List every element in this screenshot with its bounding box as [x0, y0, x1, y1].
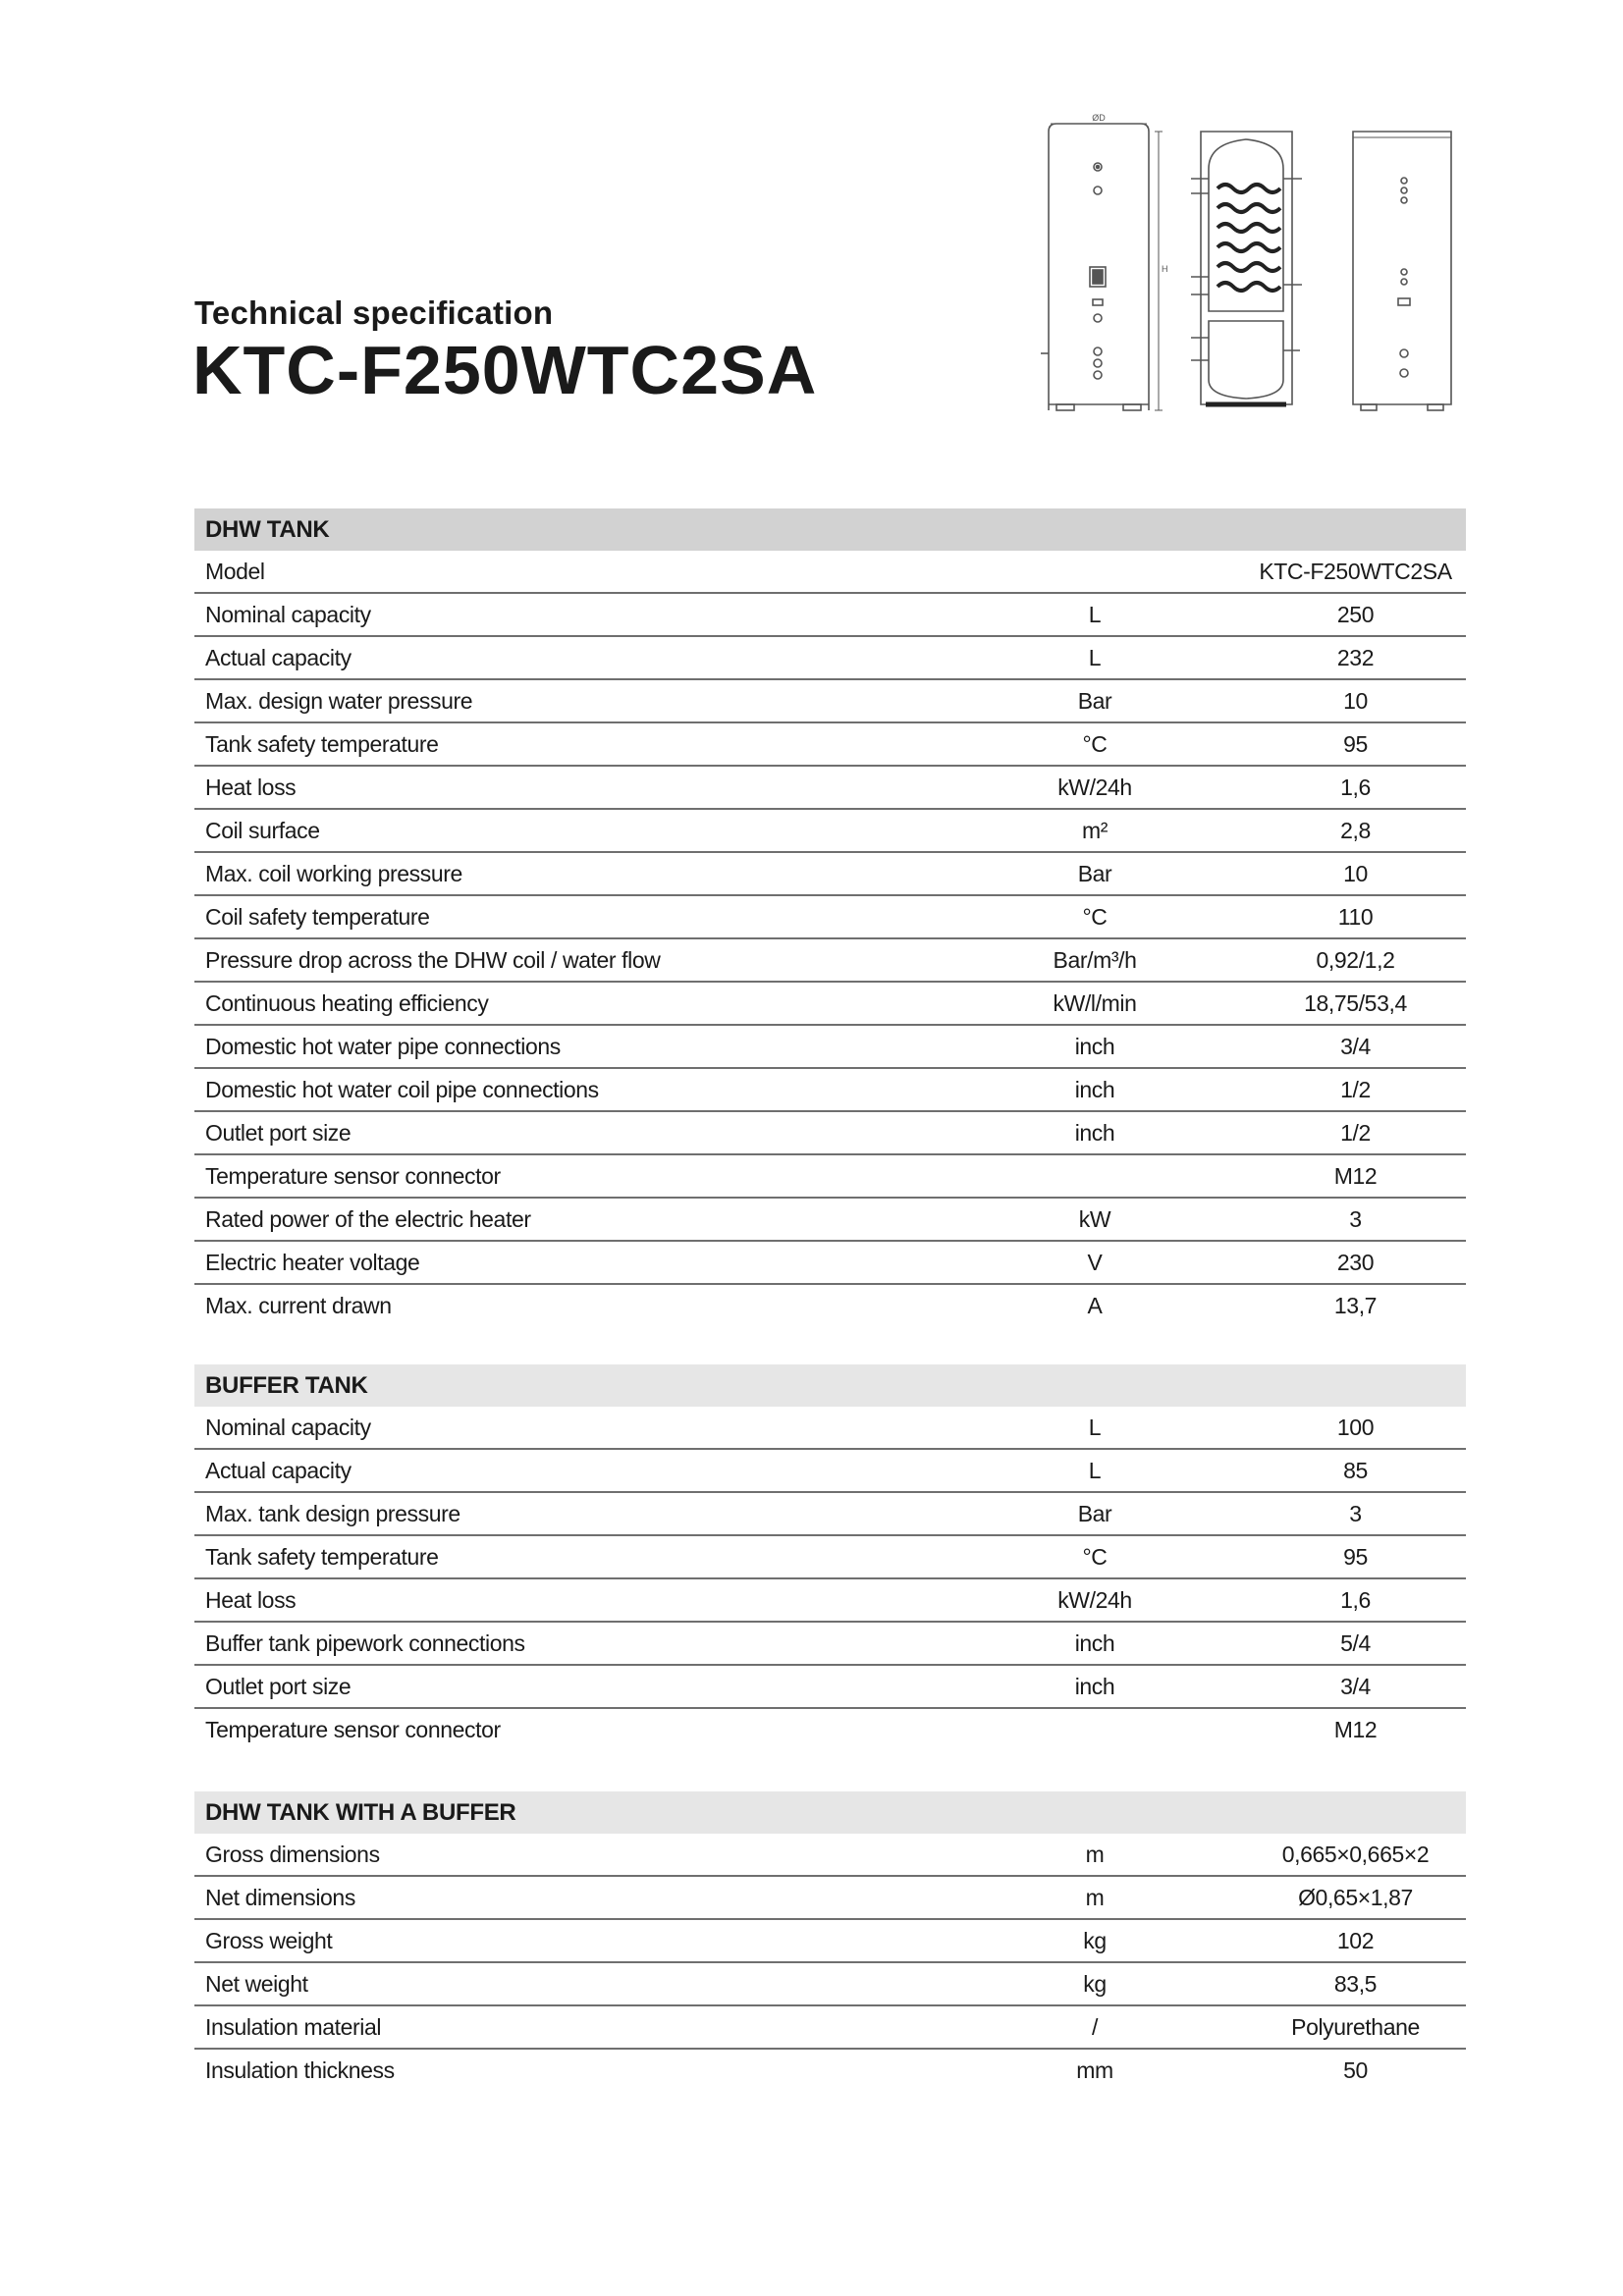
spec-label: Insulation material	[205, 2013, 382, 2040]
spec-row	[194, 983, 1466, 1026]
spec-row	[194, 1579, 1466, 1623]
spec-value: Ø0,65×1,87	[1298, 1884, 1413, 1910]
spec-value: M12	[1333, 1716, 1378, 1742]
spec-label: Temperature sensor connector	[205, 1162, 501, 1189]
spec-unit: kg	[1083, 1970, 1107, 1997]
spec-row	[194, 1155, 1466, 1199]
front-view-drawing	[1041, 124, 1163, 410]
spec-row	[194, 1493, 1466, 1536]
spec-value: 3	[1349, 1205, 1362, 1232]
spec-label: Electric heater voltage	[205, 1249, 420, 1275]
spec-row	[194, 2050, 1466, 2091]
spec-row	[194, 896, 1466, 939]
spec-value: 102	[1336, 1927, 1375, 1953]
spec-row	[194, 767, 1466, 810]
spec-label: Actual capacity	[205, 1457, 352, 1483]
spec-rows	[194, 551, 1466, 1326]
spec-label: Coil surface	[205, 817, 320, 843]
spec-label: Nominal capacity	[205, 1414, 371, 1440]
spec-label: Outlet port size	[205, 1119, 352, 1146]
spec-unit: kW/24h	[1057, 1586, 1132, 1613]
model-title: KTC-F250WTC2SA	[192, 332, 818, 408]
spec-value: 2,8	[1340, 817, 1371, 843]
document-subtitle: Technical specification	[194, 294, 554, 331]
spec-row	[194, 1963, 1466, 2006]
spec-unit: /	[1092, 2013, 1098, 2040]
spec-row	[194, 1920, 1466, 1963]
spec-label: Model	[205, 558, 265, 584]
diameter-label: ØD	[1092, 113, 1106, 123]
spec-row	[194, 2006, 1466, 2050]
spec-unit: kW/24h	[1057, 774, 1132, 800]
spec-value: 0,92/1,2	[1316, 946, 1395, 973]
spec-unit: Bar	[1077, 687, 1112, 714]
spec-row	[194, 1285, 1466, 1326]
spec-row	[194, 1069, 1466, 1112]
spec-label: Net weight	[205, 1970, 308, 1997]
spec-label: Rated power of the electric heater	[205, 1205, 531, 1232]
section-title: DHW TANK	[194, 508, 1466, 551]
spec-unit: L	[1088, 1414, 1102, 1440]
spec-value: 3	[1349, 1500, 1362, 1526]
spec-value: 1/2	[1340, 1119, 1371, 1146]
spec-label: Coil safety temperature	[205, 903, 430, 930]
spec-unit: L	[1088, 644, 1102, 670]
spec-unit: V	[1087, 1249, 1103, 1275]
spec-label: Max. design water pressure	[205, 687, 473, 714]
spec-rows	[194, 1834, 1466, 2091]
cutaway-view-drawing	[1191, 132, 1302, 404]
spec-value: 1,6	[1340, 774, 1371, 800]
spec-value: 110	[1337, 903, 1374, 930]
spec-label: Buffer tank pipework connections	[205, 1629, 525, 1656]
spec-row	[194, 1199, 1466, 1242]
section-title: BUFFER TANK	[194, 1364, 1466, 1407]
spec-row	[194, 1450, 1466, 1493]
spec-unit: A	[1087, 1292, 1103, 1318]
spec-label: Domestic hot water coil pipe connections	[205, 1076, 599, 1102]
spec-unit: °C	[1082, 1543, 1108, 1570]
spec-value: 13,7	[1333, 1292, 1378, 1318]
spec-unit: inch	[1074, 1033, 1115, 1059]
spec-value: 100	[1336, 1414, 1375, 1440]
spec-row	[194, 1242, 1466, 1285]
spec-label: Heat loss	[205, 774, 297, 800]
spec-value: 18,75/53,4	[1304, 989, 1407, 1016]
spec-label: Actual capacity	[205, 644, 352, 670]
spec-label: Max. current drawn	[205, 1292, 392, 1318]
spec-value: 50	[1343, 2056, 1368, 2083]
section-dhw-tank-with-buffer	[194, 1791, 1466, 2091]
section-title: DHW TANK WITH A BUFFER	[194, 1791, 1466, 1834]
spec-row	[194, 551, 1466, 594]
spec-unit: L	[1088, 601, 1102, 627]
spec-label: Heat loss	[205, 1586, 297, 1613]
spec-label: Gross weight	[205, 1927, 333, 1953]
spec-row	[194, 810, 1466, 853]
spec-row	[194, 1623, 1466, 1666]
spec-row	[194, 1877, 1466, 1920]
spec-row	[194, 853, 1466, 896]
spec-label: Tank safety temperature	[205, 1543, 439, 1570]
tank-technical-drawings	[1039, 110, 1471, 416]
spec-unit: Bar	[1077, 1500, 1112, 1526]
spec-label: Max. tank design pressure	[205, 1500, 460, 1526]
spec-value: M12	[1333, 1162, 1378, 1189]
spec-row	[194, 1112, 1466, 1155]
spec-row	[194, 723, 1466, 767]
spec-row	[194, 1666, 1466, 1709]
spec-value: Polyurethane	[1291, 2013, 1420, 2040]
spec-row	[194, 680, 1466, 723]
spec-value: 95	[1343, 730, 1368, 757]
spec-label: Domestic hot water pipe connections	[205, 1033, 561, 1059]
spec-label: Continuous heating efficiency	[205, 989, 489, 1016]
spec-value: 1/2	[1340, 1076, 1371, 1102]
spec-value: 3/4	[1340, 1033, 1371, 1059]
spec-row	[194, 1407, 1466, 1450]
spec-unit: °C	[1082, 730, 1108, 757]
spec-value: 3/4	[1340, 1673, 1371, 1699]
spec-label: Gross dimensions	[205, 1841, 380, 1867]
spec-row	[194, 1536, 1466, 1579]
spec-label: Max. coil working pressure	[205, 860, 462, 886]
spec-row	[194, 594, 1466, 637]
spec-row	[194, 1026, 1466, 1069]
spec-label: Insulation thickness	[205, 2056, 395, 2083]
spec-value: 83,5	[1333, 1970, 1378, 1997]
spec-value: 95	[1343, 1543, 1368, 1570]
spec-unit: L	[1088, 1457, 1102, 1483]
spec-row	[194, 637, 1466, 680]
spec-value: 232	[1336, 644, 1375, 670]
spec-unit: °C	[1082, 903, 1108, 930]
spec-unit: m	[1085, 1884, 1105, 1910]
spec-value: 85	[1343, 1457, 1368, 1483]
spec-unit: inch	[1074, 1629, 1115, 1656]
spec-unit: mm	[1076, 2056, 1113, 2083]
spec-row	[194, 939, 1466, 983]
spec-value: 1,6	[1340, 1586, 1371, 1613]
spec-value: 5/4	[1340, 1629, 1371, 1656]
spec-unit: kW	[1078, 1205, 1111, 1232]
side-view-drawing	[1353, 132, 1451, 410]
spec-label: Net dimensions	[205, 1884, 355, 1910]
spec-value: KTC-F250WTC2SA	[1259, 558, 1452, 584]
spec-rows	[194, 1407, 1466, 1750]
spec-label: Nominal capacity	[205, 601, 371, 627]
spec-unit: m²	[1081, 817, 1109, 843]
height-label: H	[1162, 264, 1168, 274]
spec-value: 250	[1336, 601, 1375, 627]
spec-label: Tank safety temperature	[205, 730, 439, 757]
spec-unit: Bar/m³/h	[1053, 946, 1137, 973]
spec-unit: inch	[1074, 1076, 1115, 1102]
spec-value: 10	[1343, 687, 1368, 714]
section-dhw-tank	[194, 508, 1466, 1326]
spec-value: 230	[1336, 1249, 1375, 1275]
spec-unit: Bar	[1077, 860, 1112, 886]
spec-unit: kW/l/min	[1053, 989, 1137, 1016]
spec-label: Temperature sensor connector	[205, 1716, 501, 1742]
spec-unit: m	[1085, 1841, 1105, 1867]
spec-row	[194, 1709, 1466, 1750]
spec-label: Pressure drop across the DHW coil / water flow	[205, 946, 661, 973]
section-buffer-tank	[194, 1364, 1466, 1750]
spec-label: Outlet port size	[205, 1673, 352, 1699]
spec-unit: inch	[1074, 1119, 1115, 1146]
spec-value: 0,665×0,665×2	[1281, 1841, 1430, 1867]
spec-value: 10	[1343, 860, 1368, 886]
spec-row	[194, 1834, 1466, 1877]
spec-unit: kg	[1083, 1927, 1107, 1953]
spec-unit: inch	[1074, 1673, 1115, 1699]
